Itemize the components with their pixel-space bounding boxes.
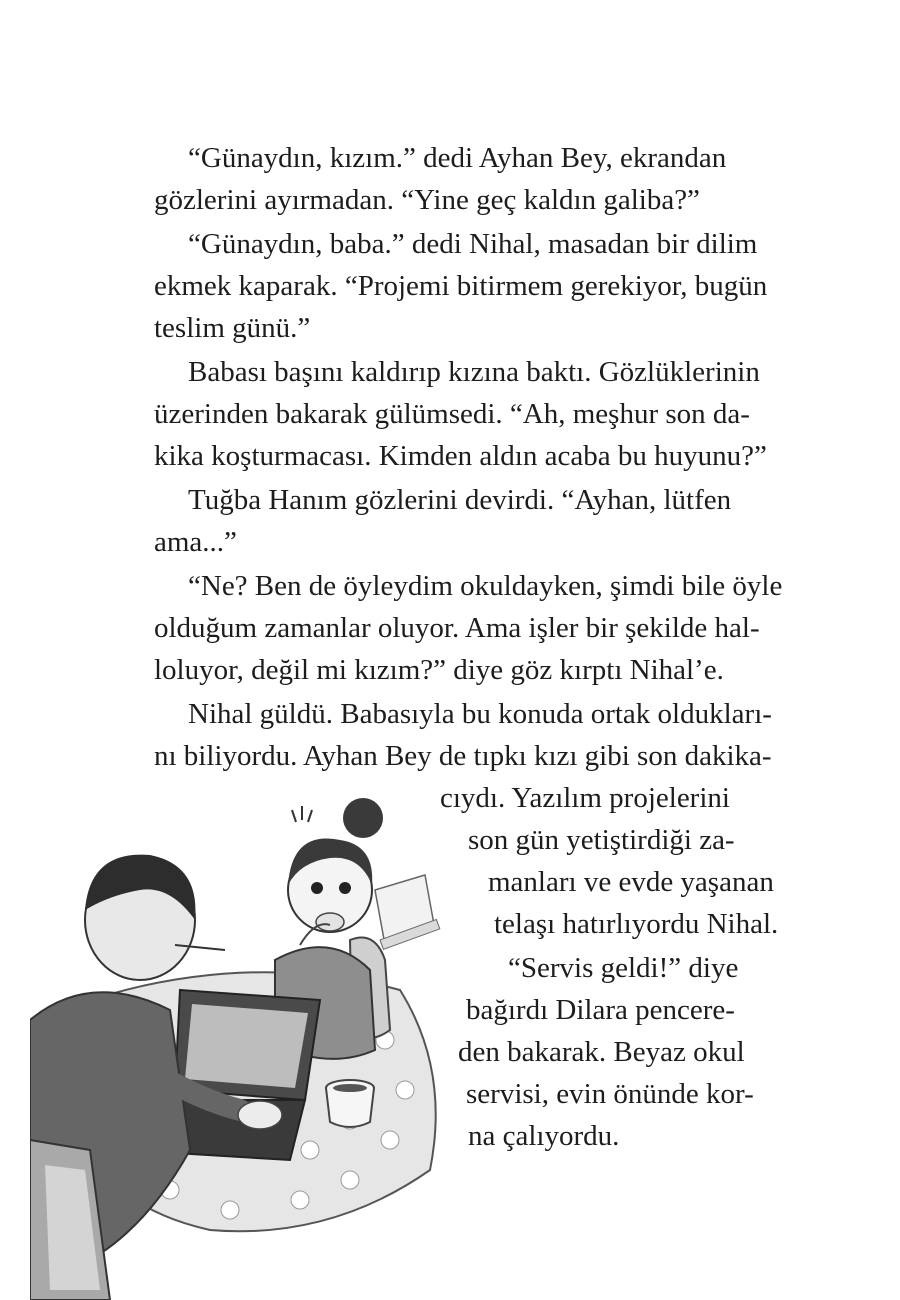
text-line: ama...” <box>154 526 237 558</box>
text-line: üzerinden bakarak gülümsedi. “Ah, meşhur son da- <box>154 398 750 430</box>
text-line: telaşı hatırlıyordu Nihal. <box>494 908 779 940</box>
mug-icon <box>326 1080 374 1127</box>
text-line: loluyor, değil mi kızım?” diye göz kırptı Nihal’e. <box>154 654 724 686</box>
text-line: den bakarak. Beyaz okul <box>458 1036 745 1068</box>
text-line: “Ne? Ben de öyleydim okuldayken, şimdi bile öyle <box>188 570 783 602</box>
text-line: Nihal güldü. Babasıyla bu konuda ortak oldukları- <box>188 698 772 730</box>
text-line: na çalıyordu. <box>468 1120 620 1152</box>
illustration <box>30 770 450 1300</box>
text-line: Babası başını kaldırıp kızına baktı. Gözlüklerinin <box>188 356 760 388</box>
text-line: nı biliyordu. Ayhan Bey de tıpkı kızı gibi son dakika- <box>154 740 772 772</box>
text-line: “Günaydın, baba.” dedi Nihal, masadan bir dilim <box>188 228 758 260</box>
text-line: manları ve evde yaşanan <box>488 866 774 898</box>
text-line: kika koşturmacası. Kimden aldın acaba bu huyunu?” <box>154 440 767 472</box>
text-line: son gün yetiştirdiği za- <box>468 824 735 856</box>
text-line: bağırdı Dilara pencere- <box>466 994 735 1026</box>
text-line: teslim günü.” <box>154 312 311 344</box>
text-line: Tuğba Hanım gözlerini devirdi. “Ayhan, lütfen <box>188 484 732 516</box>
text-line: ekmek kaparak. “Projemi bitirmem gerekiyor, bugün <box>154 270 768 302</box>
text-line: “Servis geldi!” diye <box>508 952 739 984</box>
text-line: servisi, evin önünde kor- <box>466 1078 754 1110</box>
text-line: olduğum zamanlar oluyor. Ama işler bir şekilde hal- <box>154 612 760 644</box>
text-line: gözlerini ayırmadan. “Yine geç kaldın galiba?” <box>154 184 700 216</box>
text-line: cıydı. Yazılım projelerini <box>440 782 730 814</box>
text-line: “Günaydın, kızım.” dedi Ayhan Bey, ekrandan <box>188 142 727 174</box>
